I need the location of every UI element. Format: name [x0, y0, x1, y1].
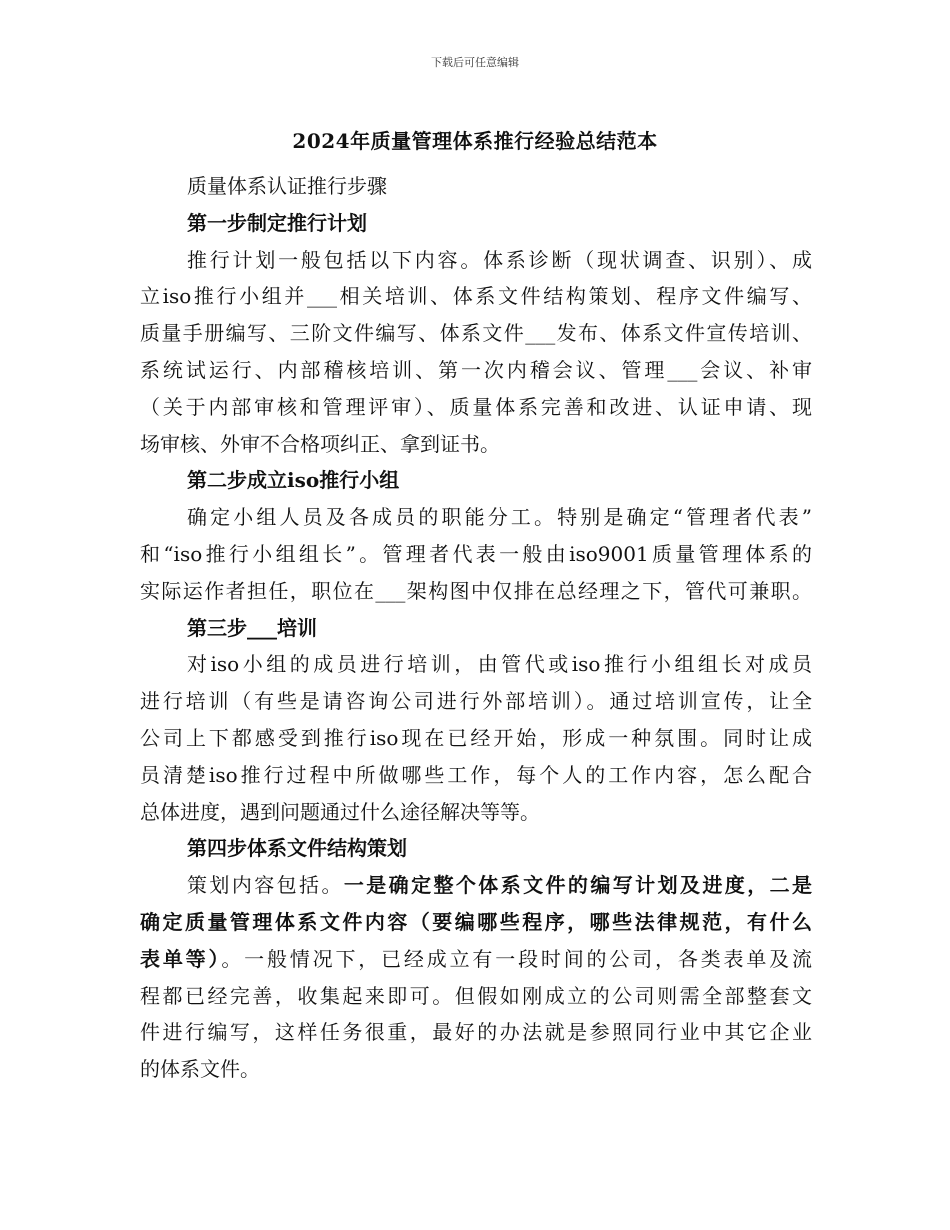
- step4-line: [140, 941, 812, 978]
- step4-bold-text: 一是确定整个体系文件的编写计划及进度，二是: [343, 873, 812, 898]
- step4-heading: 第四步体系文件结构策划: [187, 836, 407, 861]
- step4-line: 程都已经完善，收集起来即可。但假如刚成立的公司则需全部整套文: [140, 983, 812, 1008]
- step2-line: 确定小组人员及各成员的职能分工。特别是确定“管理者代表”: [187, 505, 812, 530]
- step3-line: 员清楚iso推行过程中所做哪些工作，每个人的工作内容，怎么配合: [140, 762, 812, 787]
- step4-line: 确定质量管理体系文件内容（要编哪些程序，哪些法律规范，有什么: [140, 909, 812, 934]
- step1-line: 推行计划一般包括以下内容。体系诊断（现状调查、识别）、成: [187, 247, 812, 272]
- step2-line: 和“iso推行小组组长”。管理者代表一般由iso9001质量管理体系的: [140, 541, 812, 566]
- step1-line: 质量手册编写、三阶文件编写、体系文件___发布、体系文件宣传培训、: [140, 321, 812, 346]
- step1-line: （关于内部审核和管理评审）、质量体系完善和改进、认证申请、现: [140, 394, 812, 419]
- step1-heading: 第一步制定推行计划: [187, 210, 367, 235]
- step2-line: 实际运作者担任，职位在___架构图中仅排在总经理之下，管代可兼职。: [140, 578, 812, 603]
- step2-heading: 第二步成立iso推行小组: [187, 468, 400, 493]
- step3-line: 对iso小组的成员进行培训，由管代或iso推行小组组长对成员: [187, 652, 812, 677]
- step4-bold-text: 表单等）: [140, 946, 222, 971]
- step3-line: 进行培训（有些是请咨询公司进行外部培训）。通过培训宣传，让全: [140, 689, 812, 714]
- step4-line: 件进行编写，这样任务很重，最好的办法就是参照同行业中其它企业: [140, 1020, 812, 1045]
- step4-line: [140, 867, 812, 904]
- document-title: 2024年质量管理体系推行经验总结范本: [292, 129, 658, 153]
- step4-plain-text: 。一般情况下，已经成立有一段时间的公司，各类表单及流: [221, 946, 812, 971]
- header-note: 下载后可任意编辑: [431, 56, 519, 69]
- intro-line: 质量体系认证推行步骤: [187, 174, 387, 198]
- step3-line: 公司上下都感受到推行iso现在已经开始，形成一种氛围。同时让成: [140, 725, 812, 750]
- step1-line: 场审核、外审不合格项纠正、拿到证书。: [140, 431, 500, 456]
- document-body: [140, 168, 812, 1088]
- step3-line: 总体进度，遇到问题通过什么途径解决等等。: [140, 799, 540, 824]
- step3-heading: 第三步___培训: [187, 615, 317, 640]
- step1-line: 立iso推行小组并___相关培训、体系文件结构策划、程序文件编写、: [140, 284, 812, 309]
- step4-plain-text: 策划内容包括。: [187, 873, 344, 898]
- step4-line: 的体系文件。: [140, 1057, 260, 1082]
- step1-line: 系统试运行、内部稽核培训、第一次内稽会议、管理___会议、补审: [140, 357, 812, 382]
